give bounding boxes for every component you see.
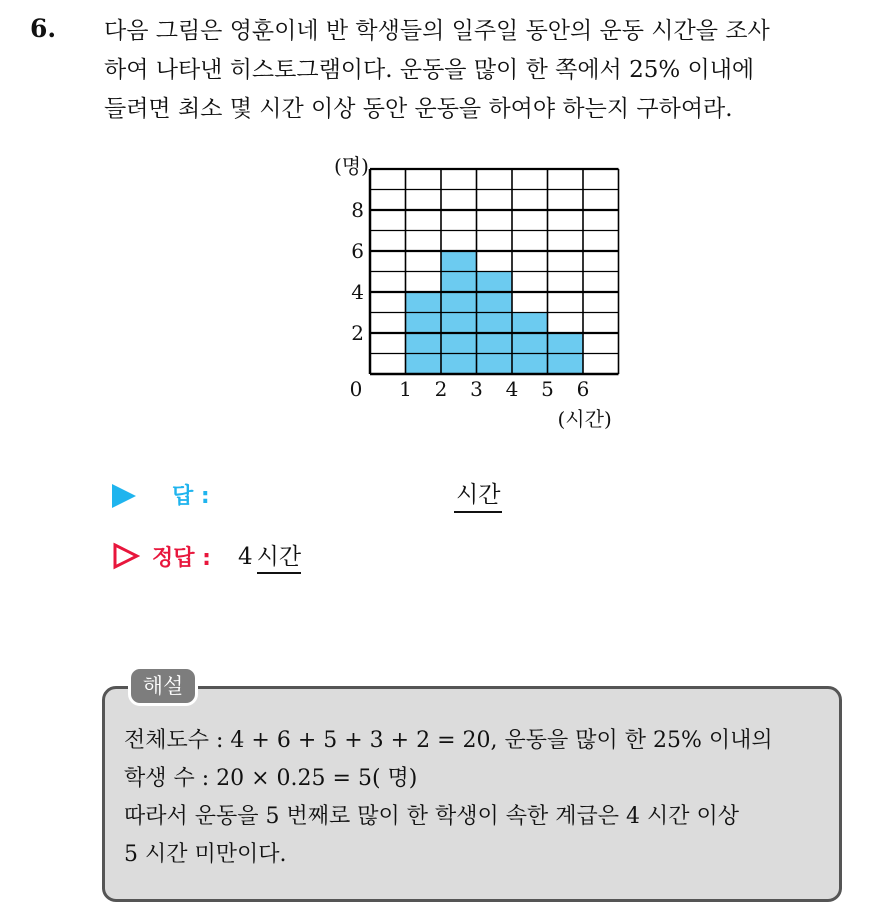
- explanation-line: 전체도수 : 4 + 6 + 5 + 3 + 2 = 20, 운동을 많이 한 25% 이내의: [124, 728, 773, 753]
- explanation-text: [124, 722, 836, 874]
- x-tick-label: 3: [470, 377, 483, 401]
- answer-unit: 시간: [454, 476, 502, 513]
- histogram-bar: [512, 313, 548, 375]
- correct-answer-unit: 시간: [257, 544, 301, 574]
- y-tick-label: 2: [351, 321, 364, 345]
- explanation-line: 5 시간 미만이다.: [124, 842, 287, 867]
- question-text: [104, 12, 874, 129]
- explanation-tab: 해설: [128, 666, 198, 706]
- y-tick-label: 4: [351, 280, 364, 304]
- question-number: 6.: [30, 14, 57, 43]
- histogram-bar: [477, 272, 513, 375]
- answer-label: 답 :: [172, 484, 210, 509]
- y-tick-label: 8: [351, 198, 364, 222]
- answer-row: [112, 478, 612, 514]
- x-tick-label: 2: [434, 377, 448, 401]
- correct-answer-number: 4: [238, 544, 253, 570]
- x-tick-label: 5: [541, 377, 554, 401]
- x-tick-label: 6: [576, 377, 590, 401]
- x-axis-label: (시간): [557, 407, 612, 431]
- play-triangle-icon: [112, 484, 136, 508]
- explanation-line: 학생 수 : 20 × 0.25 = 5( 명): [124, 766, 418, 791]
- y-tick-label: 6: [351, 239, 364, 263]
- correct-answer-label: 정답 :: [152, 546, 211, 571]
- histogram-chart: [320, 150, 640, 440]
- question-line: 들려면 최소 몇 시간 이상 동안 운동을 하여야 하는지 구하여라.: [104, 96, 733, 122]
- outline-triangle-icon: [112, 542, 140, 570]
- x-tick-label: 4: [505, 377, 519, 401]
- x-tick-label: 1: [399, 377, 412, 401]
- x-tick-label: 0: [349, 377, 363, 401]
- question-line: 하여 나타낸 히스토그램이다. 운동을 많이 한 쪽에서 25% 이내에: [104, 57, 755, 83]
- correct-answer-value: [238, 538, 301, 571]
- explanation-line: 따라서 운동을 5 번째로 많이 한 학생이 속한 계급은 4 시간 이상: [124, 804, 739, 829]
- correct-answer-row: [112, 540, 612, 576]
- y-axis-label: (명): [334, 154, 369, 178]
- question-line: 다음 그림은 영훈이네 반 학생들의 일주일 동안의 운동 시간을 조사: [104, 18, 770, 44]
